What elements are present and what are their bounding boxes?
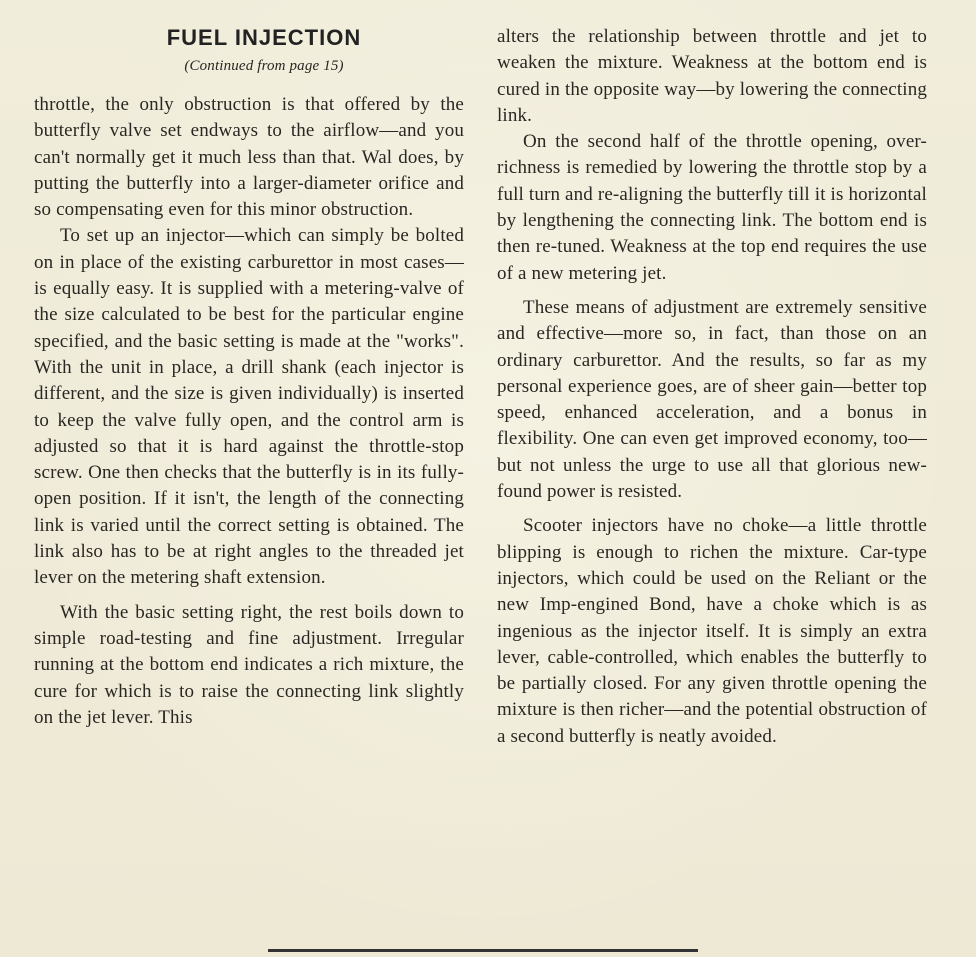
left-column — [34, 0, 464, 731]
paragraph: alters the relationship between throttle and jet to weaken the mixture. Weakness at the bottom end is cured in the opposite way—by lowering the connecting link. — [497, 26, 927, 126]
paragraph: With the basic setting right, the rest boils down to simple road-testing and fine adjustment. Irregular running at the bottom end indicates a rich mixture, the cure for which is to raise the connecting link slightly on the jet lever. This — [34, 601, 464, 728]
article-heading — [64, 0, 464, 76]
paragraph: To set up an injector—which can simply be bolted on in place of the existing carburettor in most cases—is equally easy. It is supplied with a metering-valve of the size calculated to be best for the particular engine specified, and the basic setting is made at the "works". With the unit in place, a drill shank (each injector is different, and the size is given individually) is inserted to keep the valve fully open, and the control arm is adjusted so that it is hard against the throttle-stop screw. One then checks that the butterfly is in its fully-open position. If it isn't, the length of the connecting link is varied until the correct setting is obtained. The link also has to be at right angles to the threaded jet lever on the metering shaft extension. — [34, 225, 464, 589]
headline: FUEL INJECTION — [166, 25, 362, 50]
paragraph: Scooter injectors have no choke—a little throttle blipping is enough to richen the mixture. Car-type injectors, which could be used on the Reliant or the new Imp-engined Bond, have a choke which is as ingenious as the injector itself. It is simply an extra lever, cable-controlled, which enables the butterfly to be partially closed. For any given throttle opening the mixture is then richer—and the potential obstruction of a second butterfly is neatly avoided. — [497, 515, 927, 747]
paragraph: throttle, the only obstruction is that offered by the butterfly valve set endways to the airflow—and you can't normally get it much less than that. Wal does, by putting the butterfly into a larger-diameter orifice and so compensating even for this minor obstruction. — [34, 94, 464, 221]
paragraph: On the second half of the throttle opening, over-richness is remedied by lowering the throttle stop by a full turn and re-aligning the butterfly till it is horizontal by lengthening the connecting link. The bottom end is then re-tuned. Weakness at the top end requires the use of a new metering jet. — [497, 131, 927, 284]
right-column — [497, 0, 927, 750]
paragraph: These means of adjustment are extremely sensitive and effective—more so, in fact, than those on an ordinary carburettor. And the results, so far as my personal experience goes, are of sheer gain—better top speed, enhanced acceleration, and a bonus in flexibility. One can even get improved economy, too—but not unless the urge to use all that glorious new-found power is resisted. — [497, 296, 927, 503]
footer-rule — [268, 949, 698, 952]
continued-note: (Continued from page 15) — [184, 58, 344, 74]
